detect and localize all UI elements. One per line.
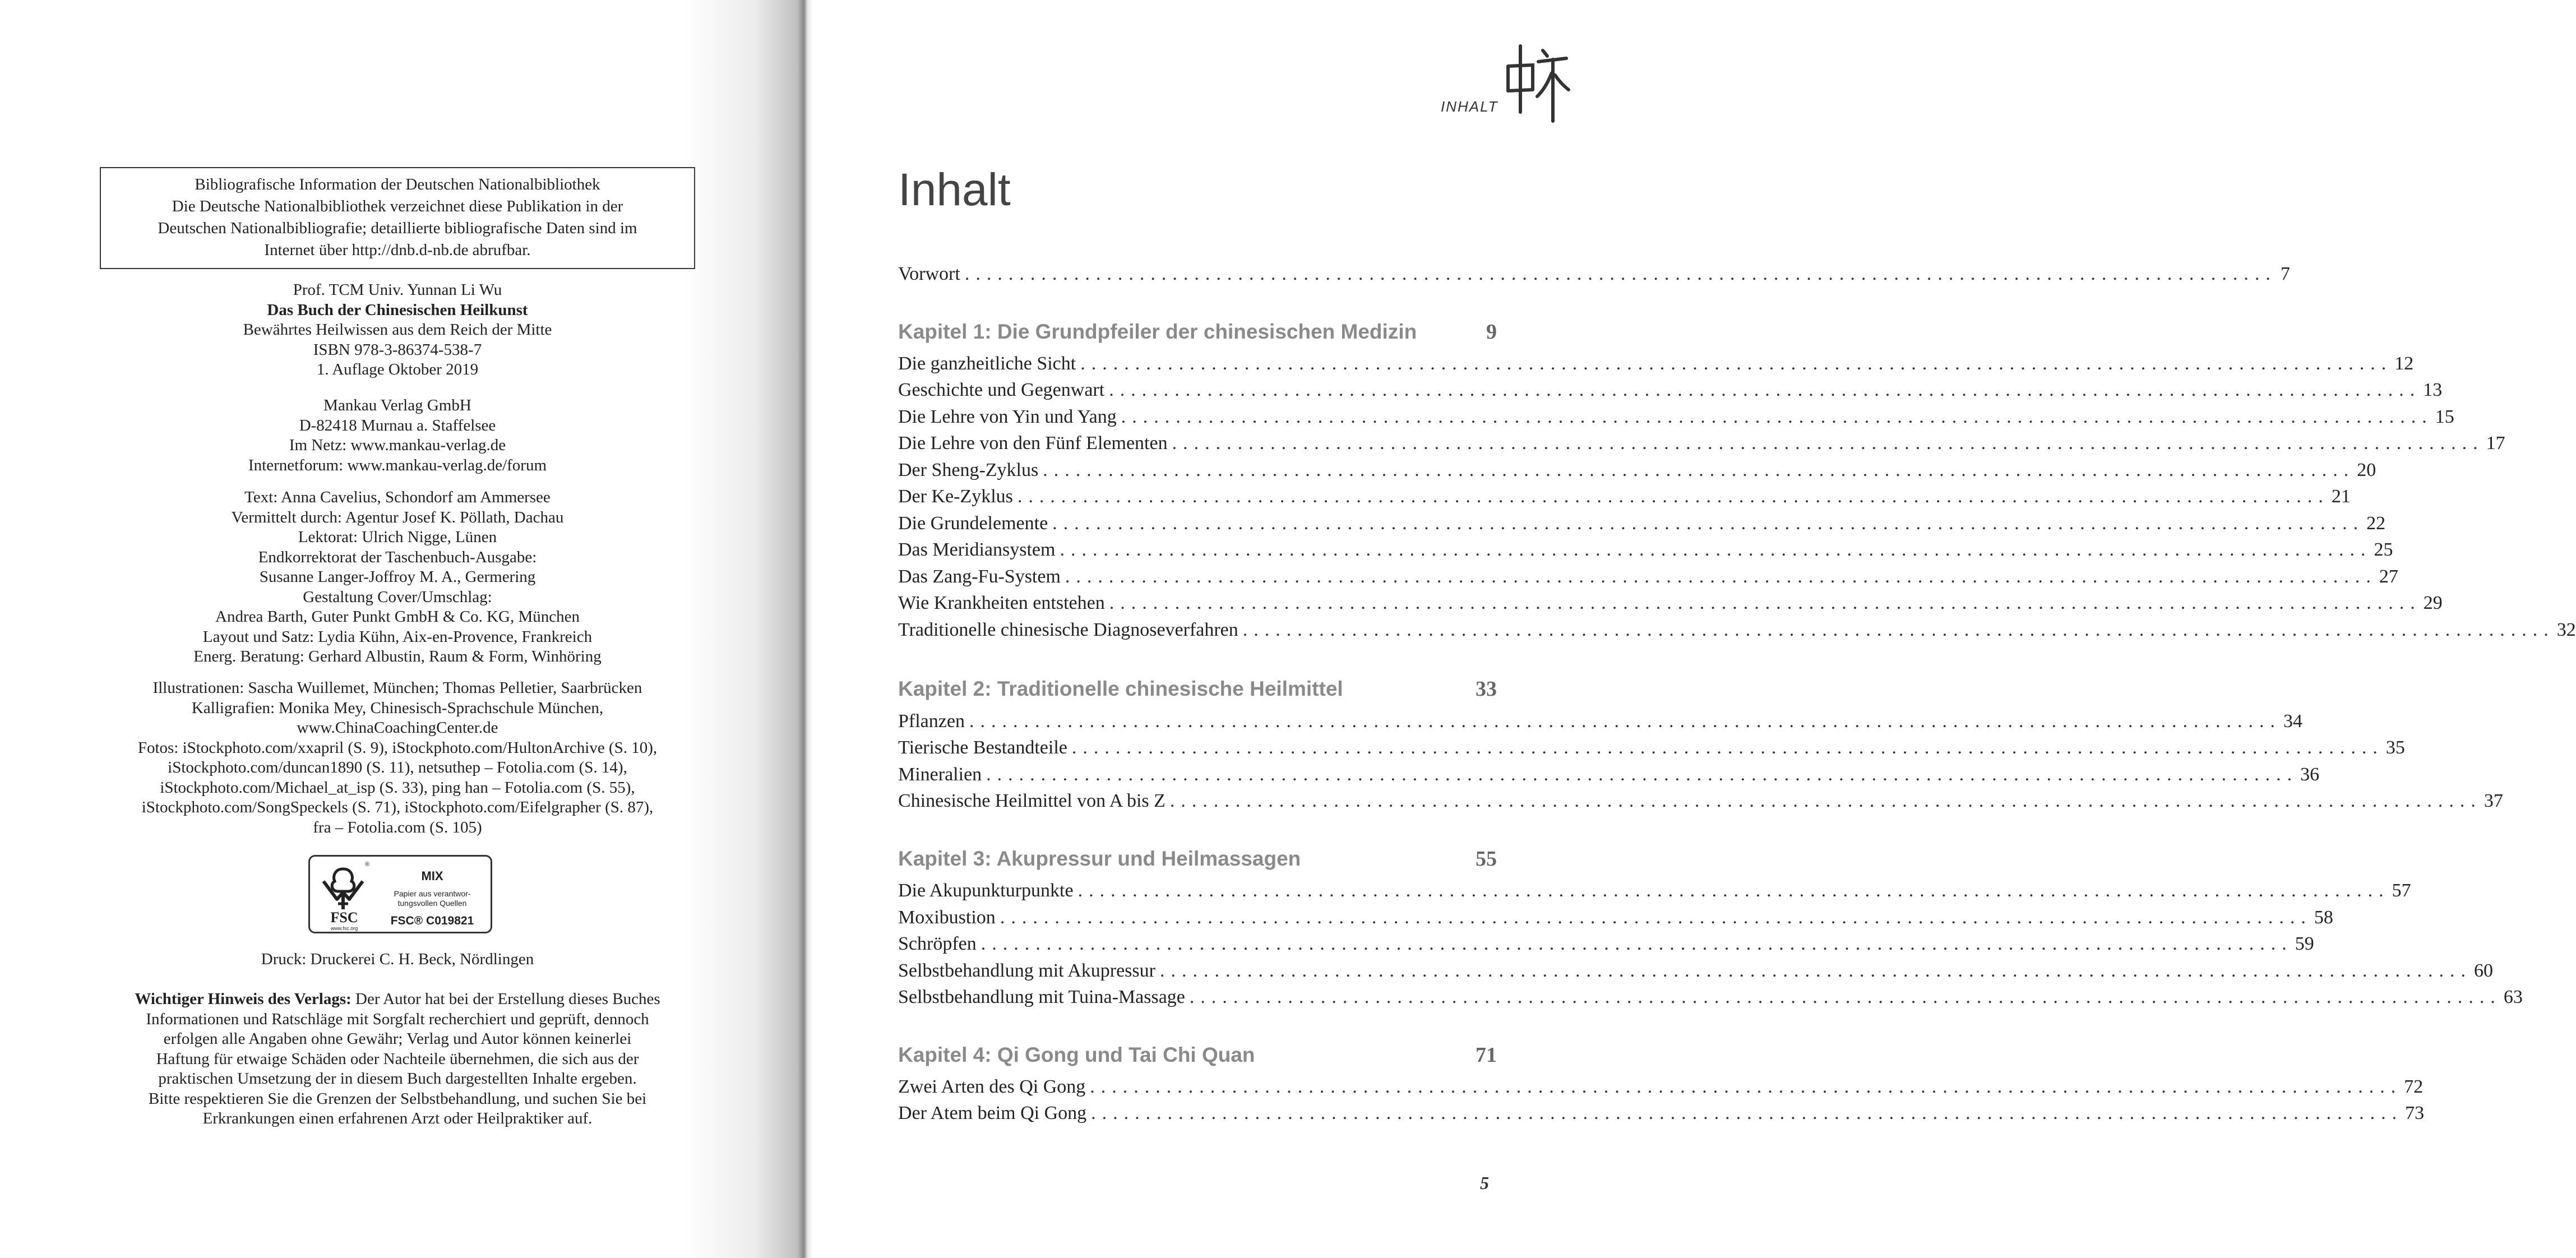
- toc-leader: ........................................................................................................................: [1109, 380, 2421, 400]
- biblio-line: Bibliografische Information der Deutschen Nationalbibliothek: [195, 175, 600, 193]
- publisher-info: [84, 396, 711, 475]
- illustration-line: iStockphoto.com/Michael_at_isp (S. 33), ping han – Fotolia.com (S. 55),: [160, 778, 635, 797]
- notice-line: erfolgen alle Angaben ohne Gewähr; Verlag und Autor können keinerlei: [163, 1030, 632, 1048]
- notice-line: Haftung für etwaige Schäden oder Nachteile übernehmen, die sich aus der: [156, 1049, 639, 1068]
- toc-entry[interactable]: [898, 380, 2443, 404]
- chapter-page: 71: [1476, 1043, 1497, 1067]
- notice-line: Informationen und Ratschläge mit Sorgfalt recherchiert und geprüft, dennoch: [146, 1010, 649, 1028]
- toc-entry[interactable]: [898, 933, 2314, 958]
- toc-entry-title: Traditionelle chinesische Diagnoseverfahren: [898, 619, 1238, 640]
- toc-leader: ........................................................................................................................: [1043, 460, 2355, 480]
- illustration-line: Illustrationen: Sascha Wuillemet, München; Thomas Pelletier, Saarbrücken: [152, 679, 642, 697]
- toc-entry-page: 13: [2423, 380, 2443, 400]
- bibliographic-info-box: [100, 167, 695, 269]
- toc-chapter-1[interactable]: [898, 320, 1497, 346]
- printer-line: Druck: Druckerei C. H. Beck, Nördlingen: [261, 950, 534, 968]
- notice-line: Erkrankungen einen erfahrenen Arzt oder Heilpraktiker auf.: [202, 1109, 593, 1127]
- author: Prof. TCM Univ. Yunnan Li Wu: [293, 281, 502, 299]
- illustration-line: iStockphoto.com/SongSpeckels (S. 71), iStockphoto.com/Eifelgrapher (S. 87),: [141, 798, 654, 816]
- page-title: Inhalt: [898, 164, 1011, 215]
- toc-entry-title: Mineralien: [898, 764, 982, 785]
- toc-leader: ........................................................................................................................: [1121, 406, 2433, 427]
- edition: 1. Auflage Oktober 2019: [316, 360, 479, 378]
- publisher-line: Im Netz: www.mankau-verlag.de: [289, 436, 506, 454]
- toc-entry[interactable]: [898, 353, 2414, 378]
- toc-leader: ........................................................................................................................: [981, 933, 2293, 954]
- notice-line: [84, 989, 711, 1010]
- toc-leader: ........................................................................................................................: [1060, 539, 2372, 560]
- toc-entry-title: Der Ke-Zyklus: [898, 486, 1013, 507]
- toc-entry[interactable]: [898, 433, 2505, 457]
- notice-line: Bitte respektieren Sie die Grenzen der Selbstbehandlung, und suchen Sie bei: [148, 1089, 647, 1108]
- toc-entry[interactable]: [898, 737, 2405, 762]
- toc-entry-title: Moxibustion: [898, 907, 996, 928]
- toc-chapter-3[interactable]: [898, 847, 1497, 873]
- toc-entry-vorwort[interactable]: [898, 263, 2290, 288]
- toc-leader: ........................................................................................................................: [1159, 960, 2472, 981]
- toc-entry[interactable]: [898, 987, 2523, 1011]
- toc-entry-page: 34: [2283, 711, 2302, 732]
- fsc-text-line: Papier aus verantwor-: [394, 889, 471, 898]
- toc-entry-page: 36: [2300, 764, 2320, 785]
- toc-leader: ........................................................................................................................: [1242, 619, 2555, 640]
- toc-entry-page: 25: [2374, 539, 2393, 560]
- toc-entry[interactable]: [898, 1076, 2424, 1101]
- toc-entry-page: 7: [2280, 263, 2290, 284]
- toc-leader: ........................................................................................................................: [1090, 1076, 2402, 1097]
- left-page: [0, 0, 794, 1258]
- toc-entry-page: 60: [2473, 960, 2493, 981]
- publisher-line: Internetforum: www.mankau-verlag.de/forum: [248, 456, 547, 474]
- toc-entry-title: Die Lehre von den Fünf Elementen: [898, 433, 1168, 454]
- toc-entry[interactable]: [898, 764, 2320, 789]
- credit-line: Lektorat: Ulrich Nigge, Lünen: [298, 528, 497, 546]
- toc-entry-page: 59: [2295, 933, 2314, 954]
- chapter-title: Kapitel 1: Die Grundpfeiler der chinesischen Medizin: [898, 320, 1417, 343]
- biblio-line: Deutschen Nationalbibliografie; detaillierte bibliografische Daten sind im: [158, 219, 637, 237]
- toc-leader: ........................................................................................................................: [1052, 513, 2365, 534]
- toc-entry-page: 29: [2423, 593, 2443, 613]
- toc-entry-title: Die Lehre von Yin und Yang: [898, 406, 1117, 427]
- toc-entry-title: Pflanzen: [898, 711, 965, 732]
- toc-leader: ........................................................................................................................: [1109, 593, 2421, 613]
- toc-entry-page: 35: [2385, 737, 2405, 758]
- toc-entry-page: 58: [2314, 907, 2333, 928]
- toc-leader: ........................................................................................................................: [1169, 790, 2482, 811]
- credit-line: Gestaltung Cover/Umschlag:: [303, 588, 492, 606]
- toc-entry-title: Der Sheng-Zyklus: [898, 460, 1039, 480]
- toc-entry[interactable]: [898, 406, 2454, 431]
- credits: [84, 488, 711, 667]
- toc-entry[interactable]: [898, 486, 2351, 511]
- toc-entry-page: 72: [2404, 1076, 2424, 1097]
- toc-entry-page: 37: [2483, 790, 2503, 811]
- chapter-page: 33: [1476, 677, 1497, 701]
- page-number: 5: [1480, 1173, 1489, 1193]
- credit-line: Susanne Langer-Joffroy M. A., Germering: [259, 568, 536, 586]
- publisher-line: Mankau Verlag GmbH: [323, 396, 471, 414]
- fsc-mix: MIX: [421, 869, 443, 883]
- illustration-line: iStockphoto.com/duncan1890 (S. 11), netsuthep – Fotolia.com (S. 14),: [168, 758, 627, 776]
- toc-leader: ........................................................................................................................: [1065, 566, 2377, 587]
- toc-entry[interactable]: [898, 960, 2493, 985]
- chapter-page: 55: [1476, 847, 1497, 871]
- toc-entry-page: 20: [2357, 460, 2376, 480]
- toc-leader: ........................................................................................................................: [1091, 1103, 2403, 1123]
- fsc-license-code: FSC® C019821: [390, 914, 474, 927]
- publisher-line: D-82418 Murnau a. Staffelsee: [299, 416, 496, 434]
- toc-entry[interactable]: [898, 619, 2576, 644]
- toc-entry[interactable]: [898, 1103, 2425, 1127]
- toc-entry-title: Zwei Arten des Qi Gong: [898, 1076, 1086, 1097]
- toc-entry-title: Wie Krankheiten entstehen: [898, 593, 1105, 613]
- registered-mark: ®: [365, 861, 370, 868]
- toc-entry[interactable]: [898, 790, 2503, 815]
- toc-leader: ........................................................................................................................: [1080, 353, 2393, 374]
- toc-entry-title: Schröpfen: [898, 933, 977, 954]
- toc-entry[interactable]: [898, 539, 2393, 564]
- toc-entry-title: Tierische Bestandteile: [898, 737, 1067, 758]
- toc-entry[interactable]: [898, 907, 2333, 932]
- credit-line: Endkorrektorat der Taschenbuch-Ausgabe:: [258, 548, 537, 566]
- toc-entry[interactable]: [898, 711, 2302, 736]
- toc-entry-title: Vorwort: [898, 263, 960, 284]
- illustration-line: www.ChinaCoachingCenter.de: [297, 719, 498, 737]
- toc-entry-page: 21: [2331, 486, 2351, 507]
- toc-entry-page: 22: [2366, 513, 2386, 534]
- toc-entry-page: 27: [2379, 566, 2398, 587]
- toc-leader: ........................................................................................................................: [986, 764, 2298, 785]
- toc-entry-page: 73: [2405, 1103, 2425, 1123]
- fsc-text-line: tungsvollen Quellen: [397, 899, 467, 908]
- fsc-url: www.fsc.org: [330, 926, 358, 931]
- fsc-word: FSC: [330, 909, 358, 926]
- toc-entry-title: Selbstbehandlung mit Tuina-Massage: [898, 987, 1185, 1007]
- credit-line: Andrea Barth, Guter Punkt GmbH & Co. KG, München: [215, 608, 580, 626]
- credit-line: Vermittelt durch: Agentur Josef K. Pöllath, Dachau: [231, 508, 564, 526]
- toc-entry-page: 57: [2392, 880, 2411, 901]
- toc-entry-page: 17: [2486, 433, 2505, 454]
- toc-entry-title: Das Zang-Fu-System: [898, 566, 1061, 587]
- toc-entry-title: Die Akupunkturpunkte: [898, 880, 1074, 901]
- toc-leader: ........................................................................................................................: [1189, 987, 2501, 1007]
- toc-leader: ........................................................................................................................: [1000, 907, 2312, 928]
- toc-entry-title: Die Grundelemente: [898, 513, 1048, 534]
- toc-chapter-2[interactable]: [898, 677, 1497, 704]
- book-subtitle: Bewährtes Heilwissen aus dem Reich der Mitte: [243, 321, 552, 339]
- fsc-tree-logo-icon: [318, 864, 368, 910]
- toc-entry-title: Geschichte und Gegenwart: [898, 380, 1105, 400]
- credit-line: Layout und Satz: Lydia Kühn, Aix-en-Provence, Frankreich: [202, 627, 593, 646]
- toc-leader: ........................................................................................................................: [969, 711, 2281, 732]
- fsc-logo: [308, 855, 492, 933]
- toc-leader: ........................................................................................................................: [1077, 880, 2390, 901]
- toc-entry-page: 32: [2556, 619, 2576, 640]
- book-gutter-shadow: [684, 0, 813, 1258]
- toc-leader: ........................................................................................................................: [1172, 433, 2484, 454]
- printer-info: [84, 950, 711, 970]
- chapter-page: 9: [1486, 320, 1497, 344]
- illustration-line: Fotos: iStockphoto.com/xxapril (S. 9), iStockphoto.com/HultonArchive (S. 10),: [137, 738, 658, 757]
- toc-entry-title: Chinesische Heilmittel von A bis Z: [898, 790, 1166, 811]
- toc-leader: ........................................................................................................................: [1017, 486, 2329, 507]
- toc-entry-page: 12: [2394, 353, 2414, 374]
- toc-entry-title: Das Meridiansystem: [898, 539, 1056, 560]
- toc-leader: ........................................................................................................................: [1071, 737, 2384, 758]
- toc-chapter-4[interactable]: [898, 1043, 1497, 1070]
- toc-leader: ........................................................................................................................: [964, 263, 2277, 284]
- credit-line: Energ. Beratung: Gerhard Albustin, Raum & Form, Winhöring: [193, 647, 602, 665]
- illustration-line: Kalligrafien: Monika Mey, Chinesisch-Sprachschule München,: [191, 699, 604, 717]
- toc-entry-title: Der Atem beim Qi Gong: [898, 1103, 1087, 1123]
- toc-entry-page: 63: [2503, 987, 2523, 1007]
- isbn: ISBN 978-3-86374-538-7: [313, 340, 482, 359]
- toc-entry-title: Selbstbehandlung mit Akupressur: [898, 960, 1155, 981]
- chapter-title: Kapitel 2: Traditionelle chinesische Heilmittel: [898, 677, 1343, 700]
- chapter-title: Kapitel 4: Qi Gong und Tai Chi Quan: [898, 1043, 1255, 1066]
- illustration-line: fra – Fotolia.com (S. 105): [313, 818, 482, 836]
- toc-entry-title: Die ganzheitliche Sicht: [898, 353, 1076, 374]
- publisher-notice: [84, 989, 711, 1129]
- biblio-line: Internet über http://dnb.d-nb.de abrufbar.: [264, 241, 531, 259]
- notice-line: praktischen Umsetzung der in diesem Buch dargestellten Inhalte ergeben.: [158, 1070, 637, 1088]
- notice-label: Wichtiger Hinweis des Verlags:: [135, 990, 352, 1008]
- book-title: Das Buch der Chinesischen Heilkunst: [267, 300, 528, 319]
- toc-entry-page: 15: [2435, 406, 2454, 427]
- chapter-title: Kapitel 3: Akupressur und Heilmassagen: [898, 847, 1301, 870]
- toc-entry[interactable]: [898, 593, 2443, 617]
- illustration-credits: [84, 678, 711, 838]
- toc-entry[interactable]: [898, 566, 2398, 591]
- notice-first-line: Der Autor hat bei der Erstellung dieses Buches: [351, 990, 660, 1008]
- running-head: INHALT: [1441, 98, 1499, 115]
- credit-line: Text: Anna Cavelius, Schondorf am Ammersee: [244, 488, 551, 506]
- biblio-line: Die Deutsche Nationalbibliothek verzeichnet diese Publikation in der: [172, 197, 623, 215]
- book-info: [84, 280, 711, 380]
- toc-entry[interactable]: [898, 460, 2376, 484]
- chinese-calligraphy-icon: [1504, 39, 1571, 123]
- toc-entry[interactable]: [898, 513, 2386, 538]
- toc-entry[interactable]: [898, 880, 2411, 905]
